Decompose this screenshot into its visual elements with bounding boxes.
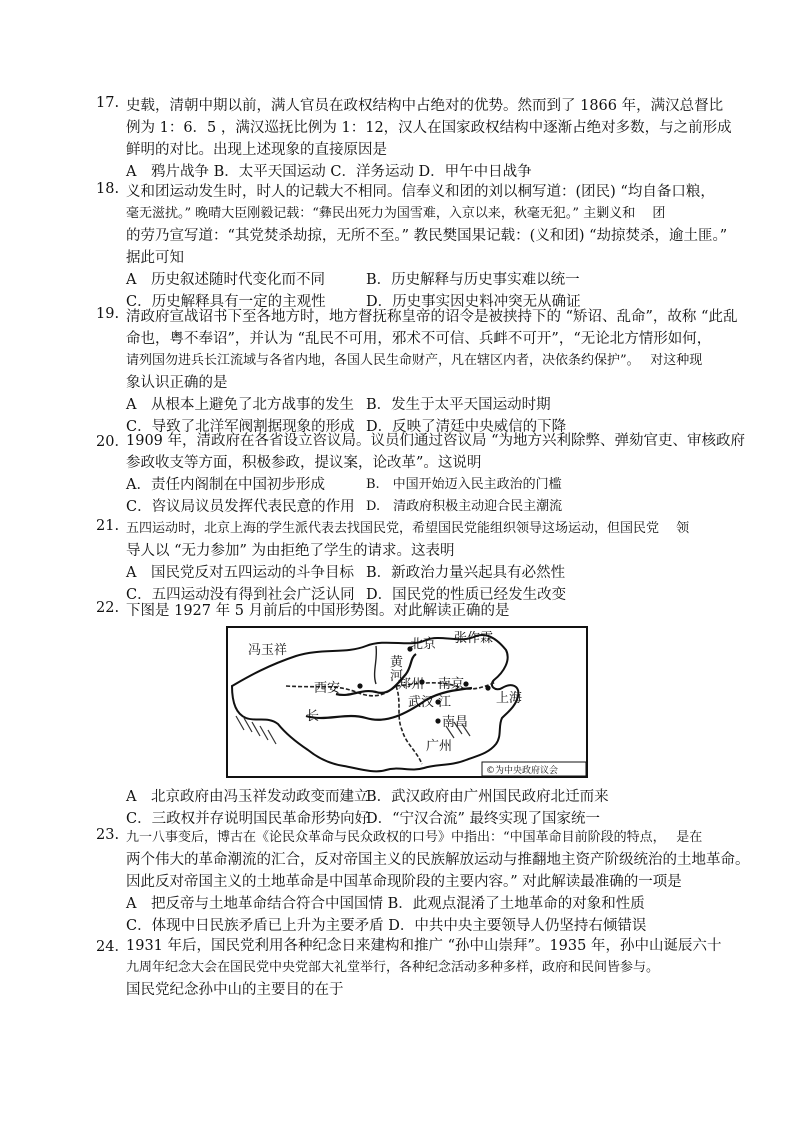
question-stem: 1909 年，清政府在各省设立咨议局。议员们通过咨议局 “为地方兴利除弊、弹劾官吏、审核政府 参政收支等方面，积极参政，提议案，论改革”。这说明 — [126, 433, 746, 471]
label-zhengzhou: 郑州 — [398, 677, 425, 692]
question-number: 23. — [96, 827, 120, 843]
map-credit: ©为中央政府议会 — [486, 766, 559, 776]
option-a[interactable]: A．责任内阁制在中国初步形成 — [126, 477, 325, 493]
city-dot-xian — [357, 683, 362, 688]
options — [126, 893, 716, 937]
map-figure — [226, 626, 588, 778]
option-a[interactable]: A 北京政府由冯玉祥发动政变而建立 — [126, 789, 369, 805]
question-18 — [96, 181, 728, 313]
options — [126, 161, 716, 183]
question-stem: 义和团运动发生时，时人的记载大不相同。信奉义和团的刘以桐写道：(团民) “均自备口粮， 毫无滋扰。” 晚晴大臣刚毅记载：“彝民出死力为国雪难，入京以来，秋毫无犯。” 主剿义和 团 的劳乃宣写道：“其党焚杀劫掠，无所不至。” 教民樊国果记载：(义和团) “劫掠焚杀，逾土匪。” 据此可知 — [126, 184, 728, 266]
option-a[interactable]: A 从根本上避免了北方战事的发生 — [126, 397, 354, 413]
label-chang: 长 — [306, 709, 320, 724]
option-row-cd[interactable]: C．体现中日民族矛盾已上升为主要矛盾 D．中共中央主要领导人仍坚持右倾错误 — [126, 918, 647, 934]
option-d[interactable]: D．反映了清廷中央威信的下降 — [366, 419, 567, 435]
question-stem: 五四运动时，北京上海的学生派代表去找国民党，希望国民党能组织领导这场运动，但国民党 领 导人以 “无力参加” 为由拒绝了学生的请求。这表明 — [126, 521, 690, 559]
label-feng-yuxiang: 冯玉祥 — [248, 643, 288, 658]
question-number: 19. — [96, 306, 120, 322]
option-c[interactable]: C．咨议局议员发挥代表民意的作用 — [126, 499, 355, 515]
question-stem: 1931 年后，国民党利用各种纪念日来建构和推广 “孙中山崇拜”。1935 年，孙中山诞辰六十 九周年纪念大会在国民党中央党部大礼堂举行，各种纪念活动多种多样，政府和民间皆参与。 国民党纪念孙中山的主要目的在于 — [126, 938, 722, 998]
label-huang: 黄 — [390, 655, 404, 670]
label-guangzhou: 广州 — [426, 739, 453, 754]
question-number: 22. — [96, 600, 120, 616]
option-c[interactable]: C．五四运动没有得到社会广泛认同 — [126, 587, 355, 603]
options — [126, 474, 716, 518]
question-stem: 九一八事变后，博古在《论民众革命与民众政权的口号》中指出：“中国革命目前阶段的特点， 是在 两个伟大的革命潮流的汇合，反对帝国主义的民族解放运动与推翻地主资产阶级统治的土地革命。 因此反对帝国主义的土地革命是中国革命现阶段的主要内容。” 对此解读最准确的一项是 — [126, 830, 750, 890]
options — [126, 786, 716, 830]
option-d[interactable]: D. 清政府积极主动迎合民主潮流 — [366, 499, 563, 514]
question-number: 17. — [96, 95, 120, 111]
question-20 — [96, 430, 746, 518]
label-nanchang: 南昌 — [442, 715, 469, 730]
option-c[interactable]: C．历史解释具有一定的主观性 — [126, 294, 326, 310]
question-21 — [96, 518, 716, 606]
city-dot-nanjing — [463, 681, 468, 686]
question-22 — [96, 600, 716, 622]
label-he: 河 — [390, 669, 404, 684]
question-number: 24． — [96, 939, 129, 955]
question-number: 18. — [96, 181, 120, 197]
question-22-options — [96, 786, 716, 830]
label-zhang-zuolin: 张作霖 — [454, 631, 494, 646]
china-situation-map-1927 — [226, 626, 588, 778]
label-jiang: 江 — [438, 695, 452, 710]
option-b[interactable]: B．武汉政府由广州国民政府北迁而来 — [366, 789, 609, 805]
question-stem: 史载，清朝中期以前，满人官员在政权结构中占绝对的优势。然而到了 1866 年，满汉总督比 例为 1：6．5 ，满汉巡抚比例为 1：12，汉人在国家政权结构中逐渐占绝对多数，与之前形成 鲜明的对比。出现上述现象的直接原因是 — [126, 98, 732, 158]
option-d[interactable]: D．“宁汉合流” 最终实现了国家统一 — [366, 811, 601, 827]
label-beijing: 北京 — [410, 637, 437, 652]
option-b[interactable]: B. 中国开始迈入民主政治的门槛 — [366, 477, 562, 492]
question-number: 21. — [96, 518, 120, 534]
option-b[interactable]: B．新政治力量兴起具有必然性 — [366, 565, 566, 581]
question-stem: 清政府宣战诏书下至各地方时，地方督抚称皇帝的诏令是被挟持下的 “矫诏、乱命”，故称 “此乱 命也，粤不奉诏”，并认为 “乱民不可用，邪术不可信、兵衅不可开”，“无论北方情形如何， 请列国勿进兵长江流域与各省内地，各国人民生命财产，凡在辖区内者，决依条约保护”。 对这种现 象认识正确的是 — [126, 309, 738, 391]
question-23 — [96, 827, 750, 937]
option-c[interactable]: C．导致了北洋军阀割据现象的形成 — [126, 419, 355, 435]
label-shanghai: 上海 — [496, 691, 523, 706]
question-17 — [96, 95, 732, 183]
option-a[interactable]: A 历史叙述随时代变化而不同 — [126, 272, 325, 288]
question-number: 20． — [96, 434, 129, 450]
option-b[interactable]: B．发生于太平天国运动时期 — [366, 397, 551, 413]
option-a[interactable]: A 国民党反对五四运动的斗争目标 — [126, 565, 354, 581]
option-row-ab[interactable]: A 把反帝与土地革命结合符合中国国情 B．此观点混淆了土地革命的对象和性质 — [126, 896, 645, 912]
label-xian: 西安 — [314, 681, 341, 696]
city-dot-nanchang — [435, 718, 440, 723]
option-b[interactable]: B．历史解释与历史事实难以统一 — [366, 272, 580, 288]
option-d[interactable]: D．历史事实因史料冲突无从确证 — [366, 294, 581, 310]
label-nanjing: 南京 — [438, 677, 465, 692]
question-24 — [96, 935, 722, 1001]
city-dot-shanghai — [485, 685, 490, 690]
option-row[interactable]: A 鸦片战争 B．太平天国运动 C．洋务运动 D．甲午中日战争 — [126, 164, 532, 180]
question-stem: 下图是 1927 年 5 月前后的中国形势图。对此解读正确的是 — [126, 603, 510, 619]
option-d[interactable]: D．国民党的性质已经发生改变 — [366, 587, 567, 603]
option-c[interactable]: C．三政权并存说明国民革命形势向好 — [126, 811, 370, 827]
question-19 — [96, 306, 738, 438]
label-wuhan: 武汉 — [408, 695, 435, 710]
